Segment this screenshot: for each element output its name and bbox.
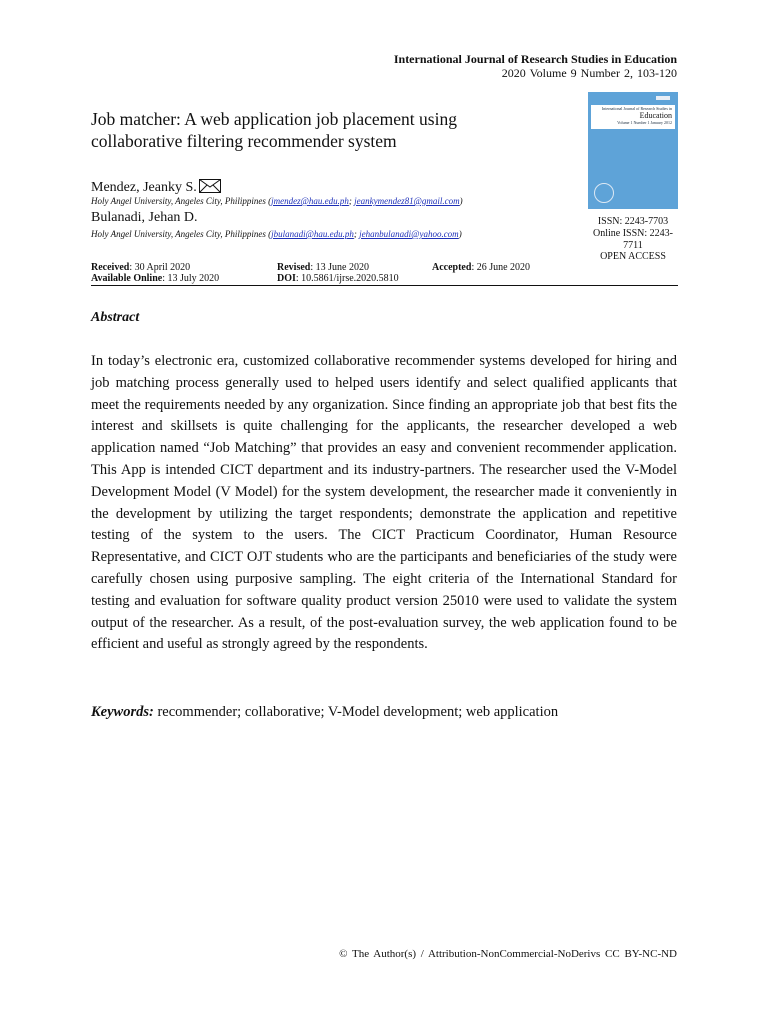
issn-print: ISSN: 2243-7703	[597, 216, 669, 227]
cover-logo-icon	[594, 183, 614, 203]
author-1-name: Mendez, Jeanky S.	[91, 180, 197, 195]
author-2-email-2[interactable]: jehanbulanadi@yahoo.com	[359, 229, 459, 239]
keywords-label: Keywords:	[91, 704, 154, 720]
author-2-affiliation: Holy Angel University, Angeles City, Philippines (jbulanadi@hau.edu.ph; jehanbulanadi@yahoo.com)	[91, 229, 462, 239]
doi[interactable]: DOI: 10.5861/ijrse.2020.5810	[277, 273, 399, 284]
author-2-name: Bulanadi, Jehan D.	[91, 210, 198, 225]
issn-online: Online ISSN: 2243-7711	[593, 228, 673, 251]
author-2-email-1[interactable]: jbulanadi@hau.edu.ph	[271, 229, 354, 239]
accepted-date: Accepted: 26 June 2020	[432, 262, 531, 273]
abstract-heading: Abstract	[91, 310, 140, 325]
license-footer: © The Author(s) / Attribution-NonCommercial-NoDerivs CC BY-NC-ND	[339, 948, 677, 960]
issn-block	[588, 216, 678, 252]
cover-volume-line: Volume 1 Number 1 January 2012	[617, 120, 672, 125]
cover-title-box	[591, 105, 675, 129]
journal-issue: 2020 Volume 9 Number 2, 103-120	[501, 66, 677, 80]
available-online-date: Available Online: 13 July 2020	[91, 273, 220, 284]
envelope-icon[interactable]	[199, 179, 221, 193]
cover-tag	[656, 96, 670, 100]
open-access-label: OPEN ACCESS	[600, 251, 666, 262]
cover-subject: Education	[639, 111, 672, 120]
received-date: Received: 30 April 2020	[91, 262, 191, 273]
journal-cover-image	[588, 92, 678, 209]
header-divider	[91, 285, 678, 286]
author-1	[91, 177, 221, 196]
keywords	[91, 704, 677, 721]
author-1-email-1[interactable]: jmendez@hau.edu.ph	[271, 196, 349, 206]
author-1-affiliation: Holy Angel University, Angeles City, Philippines (jmendez@hau.edu.ph; jeankymendez81@gmail.com)	[91, 196, 463, 206]
journal-name: International Journal of Research Studies in Education	[393, 52, 677, 66]
author-1-email-2[interactable]: jeankymendez81@gmail.com	[354, 196, 460, 206]
keywords-list: recommender; collaborative; V-Model development; web application	[153, 704, 559, 720]
abstract-text: In today’s electronic era, customized collaborative recommender systems developed for hiring and job matching process generally used to helped users identify and select qualified applicants that meet the requirements needed by any organization. Since finding an appropriate job that best fits the interest and skillsets is quite challenging for the applicants, the researcher developed a web application named “Job Matching” that provides an easy and convenient recommender application. This App is intended CICT department and its industry-partners. The researcher used the V-Model Development Model (V Model) for the system development, the researcher made it conveniently in the development by utilizing the target respondents; demonstrate the application and repetitive testing of the system to the users. The CICT Practicum Coordinator, Human Resource Representative, and CICT OJT students who are the participants and beneficiaries of the study were carefully chosen using purposive sampling. The eight criteria of the International Standard for testing and evaluation for software quality product version 25010 were used to validate the system output of the researcher. As a result, of the post-evaluation survey, the web application found to be efficient and useful as strongly agreed by the respondents.	[91, 353, 677, 653]
paper-title: Job matcher: A web application job placement using collaborative filtering recommender system	[91, 109, 457, 151]
revised-date: Revised: 13 June 2020	[277, 262, 369, 273]
cover-journal-line: International Journal of Research Studies in	[601, 106, 672, 111]
